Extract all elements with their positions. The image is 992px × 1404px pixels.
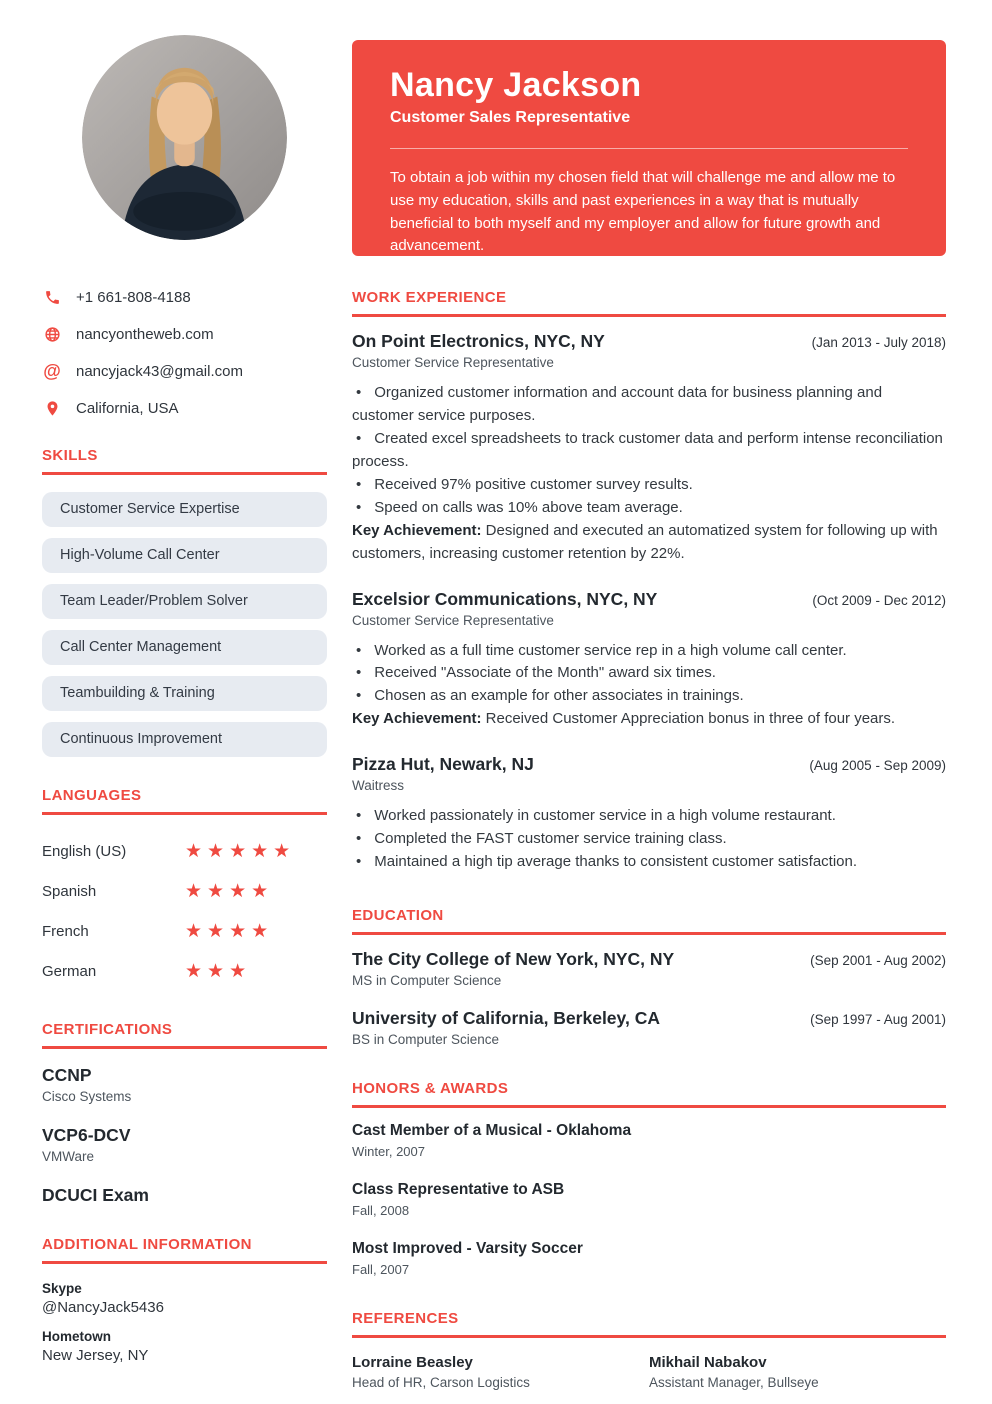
language-row xyxy=(42,951,327,991)
section-divider xyxy=(352,314,946,317)
additional-info-title: ADDITIONAL INFORMATION xyxy=(42,1236,252,1253)
references-title: REFERENCES xyxy=(352,1310,459,1328)
language-name: English (US) xyxy=(42,842,127,860)
section-divider xyxy=(352,1335,946,1338)
certification-item xyxy=(42,1185,327,1206)
location-icon xyxy=(42,399,62,417)
references-section xyxy=(352,1310,946,1390)
section-heading xyxy=(352,1080,946,1108)
key-achievement-label: Key Achievement: xyxy=(352,521,482,539)
job-bullets xyxy=(352,382,946,566)
job-role: Customer Service Representative xyxy=(352,612,554,628)
section-divider xyxy=(42,1261,327,1264)
bullet-item: • Created excel spreadsheets to track customer data and perform intense reconciliation process. xyxy=(352,428,946,474)
reference-role: Assistant Manager, Bullseye xyxy=(649,1375,819,1391)
reference-entry xyxy=(649,1354,946,1390)
key-achievement-label: Key Achievement: xyxy=(352,710,482,728)
work-experience-title: WORK EXPERIENCE xyxy=(352,289,507,306)
school-name: University of California, Berkeley, CA xyxy=(352,1008,660,1029)
section-heading xyxy=(352,289,946,317)
honor-date: Fall, 2007 xyxy=(352,1262,410,1278)
company-name: Excelsior Communications, NYC, NY xyxy=(352,588,658,609)
info-label: Skype xyxy=(42,1281,82,1296)
reference-entry xyxy=(352,1354,649,1390)
certification-item xyxy=(42,1065,327,1104)
certification-name: VCP6-DCV xyxy=(42,1125,131,1145)
person-name: Nancy Jackson xyxy=(390,66,642,104)
main-column xyxy=(352,40,946,1390)
profile-photo xyxy=(82,35,287,240)
section-divider xyxy=(42,1046,327,1049)
skills-title: SKILLS xyxy=(42,447,98,464)
section-divider xyxy=(352,1105,946,1108)
work-experience-section xyxy=(352,289,946,874)
job-entry xyxy=(352,331,946,566)
website-url: nancyontheweb.com xyxy=(76,325,214,343)
phone-number: +1 661-808-4188 xyxy=(76,288,191,306)
honor-date: Fall, 2008 xyxy=(352,1203,410,1219)
job-entry xyxy=(352,589,946,732)
section-divider xyxy=(42,472,327,475)
key-achievement xyxy=(352,520,946,566)
contact-list xyxy=(42,288,327,417)
certifications-section xyxy=(42,1021,327,1206)
honor-name: Cast Member of a Musical - Oklahoma xyxy=(352,1122,632,1140)
star-rating: ★★★★ xyxy=(185,880,274,902)
honor-date: Winter, 2007 xyxy=(352,1144,425,1160)
contact-website xyxy=(42,325,327,343)
reference-name: Mikhail Nabakov xyxy=(649,1354,767,1372)
job-entry xyxy=(352,754,946,874)
degree-name: BS in Computer Science xyxy=(352,1032,500,1048)
globe-icon xyxy=(42,325,62,343)
skill-pill: Continuous Improvement xyxy=(42,722,327,757)
language-name: Spanish xyxy=(42,882,97,900)
education-entry xyxy=(352,949,946,988)
career-objective: To obtain a job within my chosen field that will challenge me and allow me to use my education, skills and past experiences in a way that is mutually beneficial to both myself and my employer and allow for future growth and advancement. xyxy=(390,169,896,255)
education-title: EDUCATION xyxy=(352,907,444,925)
star-rating: ★★★★ xyxy=(185,920,274,942)
bullet-item: • Received 97% positive customer survey results. xyxy=(352,474,946,497)
location-text: California, USA xyxy=(76,399,179,417)
person-job-title: Customer Sales Representative xyxy=(390,109,631,126)
bullet-item: • Worked as a full time customer service rep in a high volume call center. xyxy=(352,640,946,663)
language-row xyxy=(42,911,327,951)
additional-info-section xyxy=(42,1236,327,1364)
certifications-title: CERTIFICATIONS xyxy=(42,1021,173,1038)
skill-pill: High-Volume Call Center xyxy=(42,538,327,573)
language-row xyxy=(42,871,327,911)
company-name: On Point Electronics, NYC, NY xyxy=(352,331,605,351)
education-dates: (Sep 2001 - Aug 2002) xyxy=(810,953,946,969)
certification-name: CCNP xyxy=(42,1065,92,1085)
section-divider xyxy=(352,932,946,935)
section-heading xyxy=(352,907,946,935)
job-bullets xyxy=(352,640,946,732)
bullet-item: • Maintained a high tip average thanks to consistent customer satisfaction. xyxy=(352,851,946,874)
job-dates: (Aug 2005 - Sep 2009) xyxy=(809,758,946,774)
languages-title: LANGUAGES xyxy=(42,787,142,804)
bullet-item: • Chosen as an example for other associates in trainings. xyxy=(352,685,946,708)
school-name: The City College of New York, NYC, NY xyxy=(352,949,675,970)
reference-role: Head of HR, Carson Logistics xyxy=(352,1375,530,1391)
honor-name: Most Improved - Varsity Soccer xyxy=(352,1240,583,1258)
additional-info-list xyxy=(42,1281,327,1364)
languages-list xyxy=(42,831,327,991)
key-achievement-text: Designed and executed an automatized system for following up with customers, increasing customer retention by 22%. xyxy=(352,521,938,562)
skill-pill: Team Leader/Problem Solver xyxy=(42,584,327,619)
skill-pill: Call Center Management xyxy=(42,630,327,665)
education-dates: (Sep 1997 - Aug 2001) xyxy=(810,1012,946,1028)
profile-photo-illustration xyxy=(82,35,287,240)
bullet-item: • Received "Associate of the Month" award six times. xyxy=(352,662,946,685)
contact-email xyxy=(42,362,327,380)
skills-section xyxy=(42,447,327,757)
star-rating: ★★★ xyxy=(185,960,252,982)
reference-name: Lorraine Beasley xyxy=(352,1354,473,1372)
contact-location xyxy=(42,399,327,417)
job-bullets xyxy=(352,805,946,874)
star-rating: ★★★★★ xyxy=(185,840,296,862)
key-achievement-text: Received Customer Appreciation bonus in three of four years. xyxy=(481,710,896,728)
info-label: Hometown xyxy=(42,1329,111,1344)
certification-org: VMWare xyxy=(42,1149,95,1164)
languages-section xyxy=(42,787,327,991)
bullet-item: • Speed on calls was 10% above team average. xyxy=(352,497,946,520)
bullet-item: • Completed the FAST customer service training class. xyxy=(352,828,946,851)
skills-list xyxy=(42,492,327,757)
additional-info-item xyxy=(42,1329,327,1364)
skill-pill: Teambuilding & Training xyxy=(42,676,327,711)
language-name: French xyxy=(42,922,89,940)
skill-pill: Customer Service Expertise xyxy=(42,492,327,527)
section-divider xyxy=(42,812,327,815)
degree-name: MS in Computer Science xyxy=(352,973,502,989)
job-dates: (Oct 2009 - Dec 2012) xyxy=(812,592,946,608)
honor-name: Class Representative to ASB xyxy=(352,1181,565,1199)
bullet-item: • Worked passionately in customer service in a high volume restaurant. xyxy=(352,805,946,828)
job-dates: (Jan 2013 - July 2018) xyxy=(811,335,946,350)
email-address: nancyjack43@gmail.com xyxy=(76,362,243,380)
honor-entry xyxy=(352,1181,946,1218)
certification-org: Cisco Systems xyxy=(42,1089,132,1104)
job-role: Waitress xyxy=(352,778,405,794)
at-icon: @ xyxy=(43,361,61,381)
phone-icon xyxy=(42,288,62,306)
education-entry xyxy=(352,1008,946,1047)
job-role: Customer Service Representative xyxy=(352,355,554,370)
section-heading xyxy=(352,1310,946,1338)
header-banner xyxy=(352,40,946,256)
info-value: @NancyJack5436 xyxy=(42,1299,164,1316)
company-name: Pizza Hut, Newark, NJ xyxy=(352,754,534,775)
info-value: New Jersey, NY xyxy=(42,1347,149,1364)
bullet-item: • Organized customer information and account data for business planning and customer service purposes. xyxy=(352,382,946,428)
certification-name: DCUCI Exam xyxy=(42,1185,149,1205)
language-name: German xyxy=(42,962,97,980)
additional-info-item xyxy=(42,1281,327,1316)
honors-section xyxy=(352,1080,946,1277)
contact-phone xyxy=(42,288,327,306)
education-section xyxy=(352,907,946,1047)
references-list xyxy=(352,1354,946,1390)
honor-entry xyxy=(352,1240,946,1277)
honor-entry xyxy=(352,1122,946,1159)
sidebar xyxy=(42,35,327,1377)
language-row xyxy=(42,831,327,871)
certifications-list xyxy=(42,1065,327,1206)
honors-title: HONORS & AWARDS xyxy=(352,1080,509,1098)
certification-item xyxy=(42,1125,327,1164)
banner-divider xyxy=(390,148,908,149)
key-achievement xyxy=(352,708,946,731)
